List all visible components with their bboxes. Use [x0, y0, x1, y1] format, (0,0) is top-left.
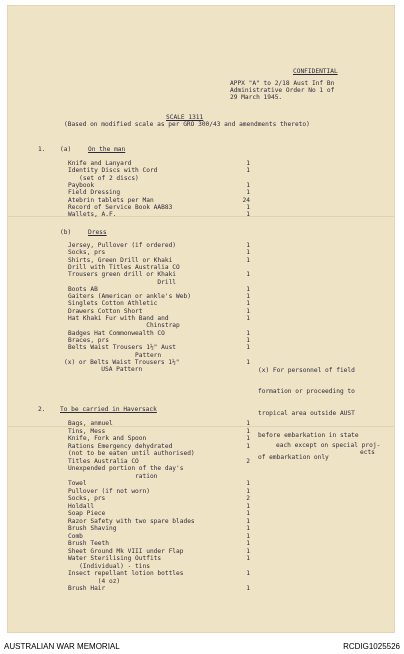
item-text: Boots AB	[68, 285, 98, 293]
archive-reference: RCDIG1025526	[343, 642, 400, 651]
item-text: Pullover (if not worn)	[68, 487, 150, 495]
item-text: Rations Emergency dehydrated	[68, 442, 173, 450]
quantity: 1	[246, 307, 250, 315]
list-item	[8, 443, 258, 451]
quantity: 1	[246, 293, 250, 301]
side-note: each except on special proj-	[276, 442, 381, 449]
item-text: Socks, prs	[68, 495, 106, 502]
item-text: (Individual) - tins	[68, 562, 150, 570]
item-text: Shirts, Green Drill or Khaki	[68, 256, 173, 264]
archive-name: AUSTRALIAN WAR MEMORIAL	[4, 642, 120, 651]
list-item	[8, 510, 258, 518]
item-text: Atebrin tablets per Man	[68, 196, 154, 204]
list-item	[8, 465, 258, 473]
subsection-label: (a)	[60, 146, 72, 153]
quantity: 1	[246, 532, 250, 540]
item-text: ration	[68, 472, 158, 480]
list-item	[8, 352, 258, 359]
quantity: 1	[246, 189, 250, 197]
item-text: Wallets, A.F.	[68, 211, 117, 219]
item-text: Hat Khaki Fur with Band and	[68, 315, 169, 322]
list-item	[8, 204, 258, 211]
item-text: Tins, Mess	[68, 427, 106, 435]
item-text: Drill with Titles Australia CO	[68, 263, 180, 271]
list-item	[8, 473, 258, 481]
quantity: 1	[246, 487, 250, 495]
section-number: 1.	[38, 146, 46, 153]
list-item	[8, 563, 258, 571]
item-text: Knife, Fork and Spoon	[68, 435, 147, 442]
footnote-line: formation or proceeding to	[258, 388, 355, 396]
list-item	[8, 458, 258, 466]
quantity: 1	[246, 570, 250, 577]
list-item	[8, 300, 258, 307]
quantity: 1	[246, 242, 250, 249]
item-text: Pattern	[68, 351, 162, 359]
item-text: Knife and Lanyard	[68, 160, 132, 167]
subsection-title: On the man	[88, 146, 126, 153]
quantity: 1	[246, 547, 250, 555]
item-text: Bags, anmuel	[68, 420, 113, 427]
item-text: Soap Piece	[68, 510, 106, 517]
item-text: Brush Teeth	[68, 540, 109, 547]
subsection-label: (b)	[60, 229, 72, 236]
item-text: Braces, prs	[68, 336, 109, 344]
quantity: 24	[242, 196, 250, 204]
quantity: 1	[246, 480, 250, 487]
item-text: Gaiters (American or ankle's Web)	[68, 293, 191, 301]
list-item	[8, 315, 258, 322]
list-item	[8, 182, 258, 189]
section-number: 2.	[38, 406, 46, 413]
list-item	[8, 330, 258, 337]
quantity: 1	[246, 540, 250, 547]
or-line: USA Pattern	[64, 366, 143, 373]
list-item	[8, 271, 258, 278]
item-text: Unexpended portion of the day's	[68, 465, 184, 472]
quantity: 1	[246, 285, 250, 293]
list-item	[8, 242, 258, 249]
quantity: 1	[246, 525, 250, 532]
quantity: 1	[246, 585, 250, 592]
quantity: 1	[246, 336, 250, 344]
quantity: 1	[246, 442, 250, 450]
list-item	[8, 518, 258, 526]
document-page	[8, 6, 394, 632]
list-item	[8, 435, 258, 443]
list-item	[8, 450, 258, 458]
quantity: 2	[246, 495, 250, 502]
quantity: 1	[246, 359, 250, 366]
classification-stamp: CONFIDENTIAL	[293, 68, 338, 75]
list-item	[8, 197, 258, 204]
list-item	[8, 525, 258, 533]
list-item	[8, 578, 258, 586]
item-text: Razor Safety with two spare blades	[68, 517, 195, 525]
quantity: 1	[246, 167, 250, 175]
scale-subtitle: (Based on modified scale as per GRO 300/43 and amendments thereto)	[64, 121, 310, 128]
item-text: Paybook	[68, 181, 95, 189]
item-text: (not to be eaten until authorised)	[68, 450, 195, 457]
list-item	[8, 570, 258, 578]
item-text: Identity Discs with Cord	[68, 167, 158, 175]
item-text: (4 oz)	[68, 577, 121, 585]
item-text: Singlets Cotton Athletic	[68, 300, 158, 308]
quantity: 1	[246, 510, 250, 517]
list-item	[8, 533, 258, 541]
section-title: To be carried in Haversack	[60, 406, 157, 413]
quantity: 1	[246, 181, 250, 189]
item-text: Badges Hat Commonwealth CO	[68, 329, 165, 337]
list-item	[8, 167, 258, 174]
footnote-line: before embarkation in state	[258, 432, 359, 440]
item-text: Sheet Ground Mk VIII under Flap	[68, 547, 184, 555]
quantity: 1	[246, 249, 250, 257]
list-item	[8, 175, 258, 182]
item-text: Belts Waist Trousers 1½" Aust	[68, 344, 177, 352]
list-item	[8, 428, 258, 436]
or-line: (x) or Belts Waist Trousers 1½"	[64, 359, 180, 366]
list-item	[8, 211, 258, 218]
quantity: 1	[246, 435, 250, 442]
list-item	[8, 249, 258, 256]
footnote-line: (x) For personnel of field	[258, 366, 355, 374]
item-text: Water Sterilising Outfits	[68, 555, 162, 562]
list-item	[8, 503, 258, 511]
item-text: Drill	[68, 278, 177, 286]
list-item	[8, 548, 258, 556]
quantity: 1	[246, 517, 250, 525]
header-line: Administrative Order No 1 of	[230, 87, 335, 94]
item-text: Drawers Cotton Short	[68, 307, 143, 315]
list-item	[8, 420, 258, 428]
quantity: 1	[246, 160, 250, 167]
quantity: 1	[246, 315, 250, 322]
list-item	[8, 322, 258, 329]
footnote-line: of embarkation only	[258, 454, 329, 462]
quantity: 1	[246, 344, 250, 352]
list-item	[8, 257, 258, 264]
side-note: ects	[360, 449, 375, 456]
footnote	[258, 352, 359, 476]
quantity: 2	[246, 457, 250, 465]
quantity: 1	[246, 427, 250, 435]
item-text: Trousers green drill or Khaki	[68, 271, 177, 279]
archive-footer	[0, 640, 404, 654]
header-line: APPX "A" to 2/18 Aust Inf Bn	[230, 80, 335, 87]
footnote-line: tropical area outside AUST	[258, 410, 355, 418]
list-item	[8, 555, 258, 563]
list-item	[8, 160, 258, 167]
list-item	[8, 495, 258, 503]
item-text: Jersey, Pullover (if ordered)	[68, 242, 177, 249]
quantity: 1	[246, 502, 250, 510]
scale-title: SCALE 1311	[166, 114, 204, 121]
quantity: 1	[246, 300, 250, 308]
item-text: (set of 2 discs)	[68, 174, 139, 182]
list-item	[8, 585, 258, 593]
quantity: 1	[246, 256, 250, 264]
quantity: 1	[246, 271, 250, 279]
item-text: Comb	[68, 532, 83, 540]
list-item	[8, 308, 258, 315]
item-text: Insect repellant lotion bottles	[68, 570, 184, 577]
list-item	[8, 264, 258, 271]
list-item	[8, 189, 258, 196]
list-item	[8, 286, 258, 293]
subsection-title: Dress	[88, 229, 107, 236]
item-text: Socks, prs	[68, 249, 106, 257]
item-text: Chinstrap	[68, 322, 180, 330]
item-text: Towel	[68, 480, 87, 487]
item-text: Holdall	[68, 502, 95, 510]
list-item	[8, 279, 258, 286]
list-item	[8, 488, 258, 496]
list-item	[8, 480, 258, 488]
list-item	[8, 344, 258, 351]
quantity: 1	[246, 555, 250, 562]
item-text: Field Dressing	[68, 189, 121, 197]
quantity: 1	[246, 211, 250, 219]
item-text: Brush Hair	[68, 585, 106, 592]
quantity: 1	[246, 420, 250, 427]
quantity: 1	[246, 203, 250, 211]
list-item	[8, 293, 258, 300]
item-text: Titles Australia CO	[68, 457, 139, 465]
list-item	[8, 540, 258, 548]
item-text: Brush Shaving	[68, 525, 117, 532]
item-text: Record of Service Book AAB83	[68, 203, 173, 211]
quantity: 1	[246, 329, 250, 337]
header-line: 29 March 1945.	[230, 94, 283, 101]
